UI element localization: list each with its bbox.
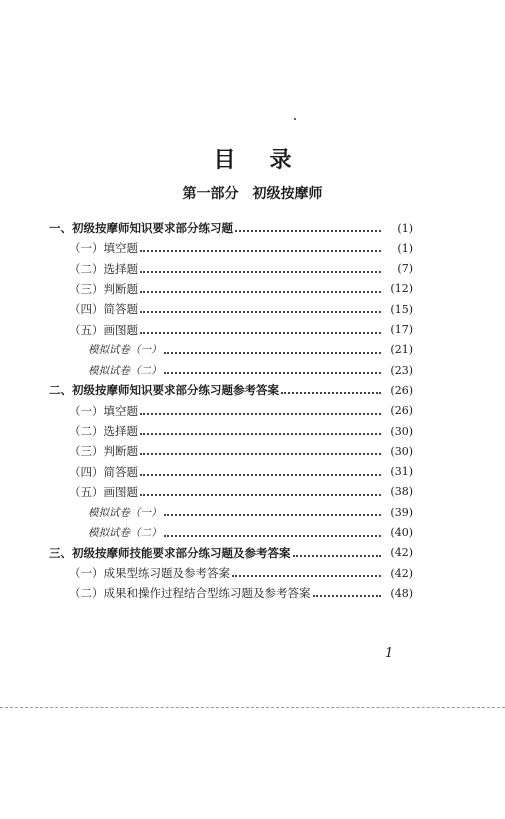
title-char-2: 录 bbox=[269, 148, 292, 173]
toc-entry-label: （四）简答题 bbox=[69, 464, 138, 479]
toc-entry-page: (42) bbox=[390, 566, 413, 580]
dot-leader bbox=[140, 238, 381, 252]
toc-entry bbox=[69, 441, 413, 461]
toc-entry bbox=[69, 320, 413, 340]
page-edge-rule bbox=[0, 707, 505, 708]
toc-entry-label: （一）成果型练习题及参考答案 bbox=[69, 566, 230, 581]
dot-leader bbox=[140, 279, 381, 293]
dot-leader bbox=[140, 299, 381, 313]
toc-entry bbox=[88, 523, 413, 543]
toc-entry-page: (40) bbox=[390, 526, 413, 539]
toc-entry-label: 模拟试卷（一） bbox=[88, 344, 162, 357]
dot-leader bbox=[140, 421, 381, 435]
toc-entry-page: (30) bbox=[390, 444, 413, 458]
toc-entry bbox=[88, 340, 413, 360]
dot-leader bbox=[164, 340, 382, 354]
toc-entry-page: (23) bbox=[390, 363, 413, 377]
toc-entry-label: 模拟试卷（二） bbox=[88, 364, 162, 377]
toc-entry-label: 一、初级按摩师知识要求部分练习题 bbox=[49, 221, 233, 235]
toc-entry bbox=[69, 482, 413, 502]
dot-leader bbox=[140, 482, 381, 496]
page-number: 1 bbox=[385, 646, 394, 661]
toc-entry-label: 二、初级按摩师知识要求部分练习题参考答案 bbox=[49, 383, 279, 398]
title-char-1: 目 bbox=[213, 148, 236, 173]
toc-entry bbox=[88, 502, 413, 522]
dot-leader bbox=[281, 380, 381, 394]
dot-leader bbox=[313, 583, 382, 597]
toc-entry-label: （五）画图题 bbox=[69, 322, 138, 337]
toc-entry-page: (48) bbox=[390, 586, 413, 600]
toc-entry bbox=[49, 218, 413, 238]
toc-entry bbox=[69, 563, 413, 583]
toc-entry bbox=[49, 380, 413, 400]
dot-leader bbox=[164, 360, 382, 374]
toc-entry bbox=[69, 299, 413, 319]
toc-entry-page: (42) bbox=[390, 546, 413, 560]
toc-entry-page: (21) bbox=[390, 343, 413, 357]
toc-entry-page: (15) bbox=[390, 302, 413, 316]
part-name: 初级按摩师 bbox=[252, 186, 323, 202]
toc-entry-label: 模拟试卷（二） bbox=[88, 527, 162, 539]
toc-entry-page: (17) bbox=[390, 323, 413, 336]
toc-entry bbox=[69, 401, 413, 421]
toc-entry-page: (38) bbox=[390, 485, 413, 499]
toc-entry-label: （一）填空题 bbox=[69, 403, 138, 418]
toc-entry bbox=[69, 238, 413, 258]
toc-entry bbox=[49, 543, 413, 563]
toc-entry-label: （一）填空题 bbox=[69, 241, 138, 256]
part-heading bbox=[0, 183, 505, 203]
page-title bbox=[0, 143, 505, 174]
dot-leader bbox=[140, 401, 381, 415]
toc-entry-label: （二）选择题 bbox=[69, 261, 138, 276]
dot-leader bbox=[235, 218, 381, 232]
toc-entry-page: (30) bbox=[390, 424, 413, 438]
dot-leader bbox=[293, 543, 382, 557]
toc-entry-label: 模拟试卷（一） bbox=[88, 506, 162, 519]
dot-leader bbox=[164, 502, 382, 516]
ink-speck bbox=[294, 118, 296, 120]
dot-leader bbox=[140, 441, 381, 455]
dot-leader bbox=[164, 523, 382, 537]
toc-entry-page: (26) bbox=[390, 404, 413, 418]
toc-entry-page: (39) bbox=[390, 505, 413, 519]
toc-entry-page: (26) bbox=[390, 383, 413, 397]
toc-entry-page: (12) bbox=[390, 282, 413, 296]
toc-entry-label: （二）成果和操作过程结合型练习题及参考答案 bbox=[69, 586, 311, 601]
toc-entry bbox=[69, 259, 413, 279]
toc-entry-label: 三、初级按摩师技能要求部分练习题及参考答案 bbox=[49, 545, 291, 560]
toc-entry-page: (7) bbox=[397, 262, 413, 276]
toc-entry-page: (31) bbox=[390, 465, 413, 479]
dot-leader bbox=[140, 462, 381, 476]
toc-entry-label: （二）选择题 bbox=[69, 424, 138, 438]
toc-entry-page: (1) bbox=[397, 241, 413, 255]
toc-entry bbox=[69, 279, 413, 299]
toc-entry-label: （五）画图题 bbox=[69, 484, 138, 499]
toc-entry bbox=[69, 421, 413, 441]
toc-entry-label: （三）判断题 bbox=[69, 444, 138, 459]
toc-entry bbox=[88, 360, 413, 380]
toc-entry bbox=[69, 462, 413, 482]
toc-entry-page: (1) bbox=[397, 221, 413, 235]
dot-leader bbox=[232, 563, 381, 577]
dot-leader bbox=[140, 259, 381, 273]
dot-leader bbox=[140, 320, 381, 334]
toc-entry bbox=[69, 583, 413, 603]
toc-entry-label: （三）判断题 bbox=[69, 281, 138, 296]
part-number: 第一部分 bbox=[182, 186, 239, 202]
toc-entry-label: （四）简答题 bbox=[69, 302, 138, 317]
